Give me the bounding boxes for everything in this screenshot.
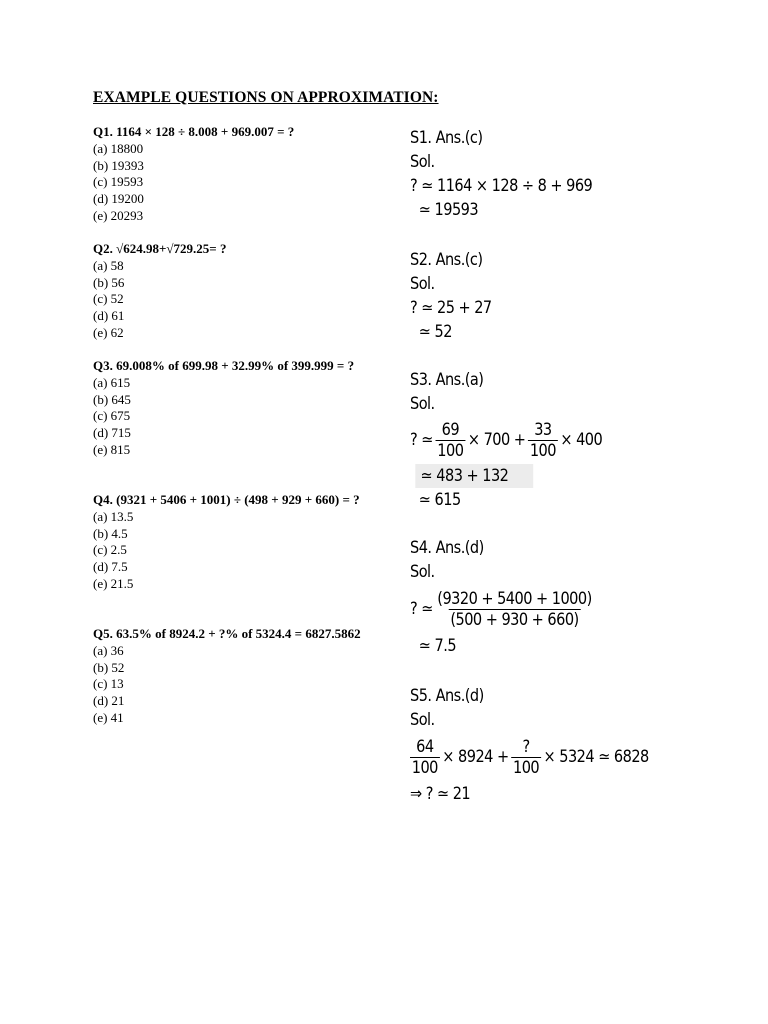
solution-answer: S3. Ans.(a) <box>410 370 484 389</box>
fraction <box>436 589 594 630</box>
solution-result: ⇒ ? ≃ 21 <box>410 784 471 803</box>
option: (a) 36 <box>93 642 124 658</box>
question-text: Q4. (9321 + 5406 + 1001) ÷ (498 + 929 + 660) = ? <box>93 492 360 507</box>
question-4 <box>93 492 361 593</box>
solution-4 <box>410 536 596 658</box>
question-text: Q3. 69.008% of 699.98 + 32.99% of 399.999 = ? <box>93 358 355 373</box>
option: (a) 58 <box>93 257 124 273</box>
solution-result: ≃ 7.5 <box>418 636 457 655</box>
question-1 <box>93 124 361 225</box>
solution-answer: S4. Ans.(d) <box>410 538 484 557</box>
denominator: 100 <box>411 757 438 777</box>
solution-5 <box>410 684 649 806</box>
expression-part: × 5324 ≃ 6828 <box>543 747 649 766</box>
option: (e) 815 <box>93 441 131 457</box>
numerator: (9320 + 5400 + 1000) <box>437 588 592 608</box>
option: (d) 715 <box>93 425 131 441</box>
expression-part: × 700 + <box>467 430 526 449</box>
question-2 <box>93 241 361 342</box>
denominator: 100 <box>513 757 540 777</box>
option: (a) 13.5 <box>93 508 134 524</box>
option: (c) 2.5 <box>93 542 127 558</box>
fraction <box>436 420 466 461</box>
highlighted-step: ≃ 483 + 132 <box>415 464 533 488</box>
option: (b) 4.5 <box>93 525 128 541</box>
option: (c) 675 <box>93 408 131 424</box>
option: (d) 7.5 <box>93 559 128 575</box>
question-text: Q1. 1164 × 128 ÷ 8.008 + 969.007 = ? <box>93 124 295 139</box>
numerator: 33 <box>534 419 552 439</box>
solution-1 <box>410 126 592 222</box>
solution-result: ≃ 19593 <box>418 200 479 219</box>
solution-step <box>410 584 596 634</box>
fraction <box>410 737 440 778</box>
fraction <box>528 420 558 461</box>
solution-label: Sol. <box>410 562 435 581</box>
solution-step <box>410 416 602 464</box>
option: (b) 19393 <box>93 157 144 173</box>
option: (b) 645 <box>93 391 131 407</box>
denominator: 100 <box>529 440 556 460</box>
option: (a) 615 <box>93 374 131 390</box>
numerator: 64 <box>416 736 434 756</box>
page-title: EXAMPLE QUESTIONS ON APPROXIMATION: <box>93 89 439 106</box>
solution-step <box>410 732 649 782</box>
option: (d) 21 <box>93 693 125 709</box>
option: (c) 52 <box>93 291 124 307</box>
expression-part: × 400 <box>560 430 603 449</box>
option: (d) 61 <box>93 308 125 324</box>
solution-result: ≃ 615 <box>418 490 461 509</box>
solution-label: Sol. <box>410 394 435 413</box>
fraction <box>511 737 541 778</box>
option: (e) 62 <box>93 324 124 340</box>
numerator: ? <box>522 736 530 756</box>
solution-step: ? ≃ 25 + 27 <box>410 298 492 317</box>
numerator: 69 <box>441 419 460 439</box>
solution-2 <box>410 248 492 344</box>
approx-label: ? ≃ <box>410 599 433 618</box>
question-text: Q2. √624.98+√729.25= ? <box>93 241 227 256</box>
solution-label: Sol. <box>410 274 435 293</box>
option: (a) 18800 <box>93 140 144 156</box>
option: (e) 41 <box>93 709 124 725</box>
option: (d) 19200 <box>93 191 144 207</box>
option: (e) 20293 <box>93 207 144 223</box>
solution-answer: S5. Ans.(d) <box>410 686 484 705</box>
option: (c) 19593 <box>93 174 144 190</box>
denominator: (500 + 930 + 660) <box>450 609 579 629</box>
solution-label: Sol. <box>410 710 435 729</box>
solution-step: ? ≃ 1164 × 128 ÷ 8 + 969 <box>410 176 593 195</box>
solution-3 <box>410 368 602 512</box>
denominator: 100 <box>437 440 464 460</box>
solution-result: ≃ 52 <box>418 322 452 341</box>
option: (c) 13 <box>93 676 124 692</box>
approx-label: ? ≃ <box>410 430 433 449</box>
question-5 <box>93 626 361 727</box>
solution-answer: S1. Ans.(c) <box>410 128 483 147</box>
solution-answer: S2. Ans.(c) <box>410 250 483 269</box>
option: (e) 21.5 <box>93 575 134 591</box>
option: (b) 52 <box>93 659 125 675</box>
solution-label: Sol. <box>410 152 435 171</box>
option: (b) 56 <box>93 274 125 290</box>
question-3 <box>93 358 361 459</box>
question-text: Q5. 63.5% of 8924.2 + ?% of 5324.4 = 6827.5862 <box>93 626 361 641</box>
expression-part: × 8924 + <box>442 747 509 766</box>
